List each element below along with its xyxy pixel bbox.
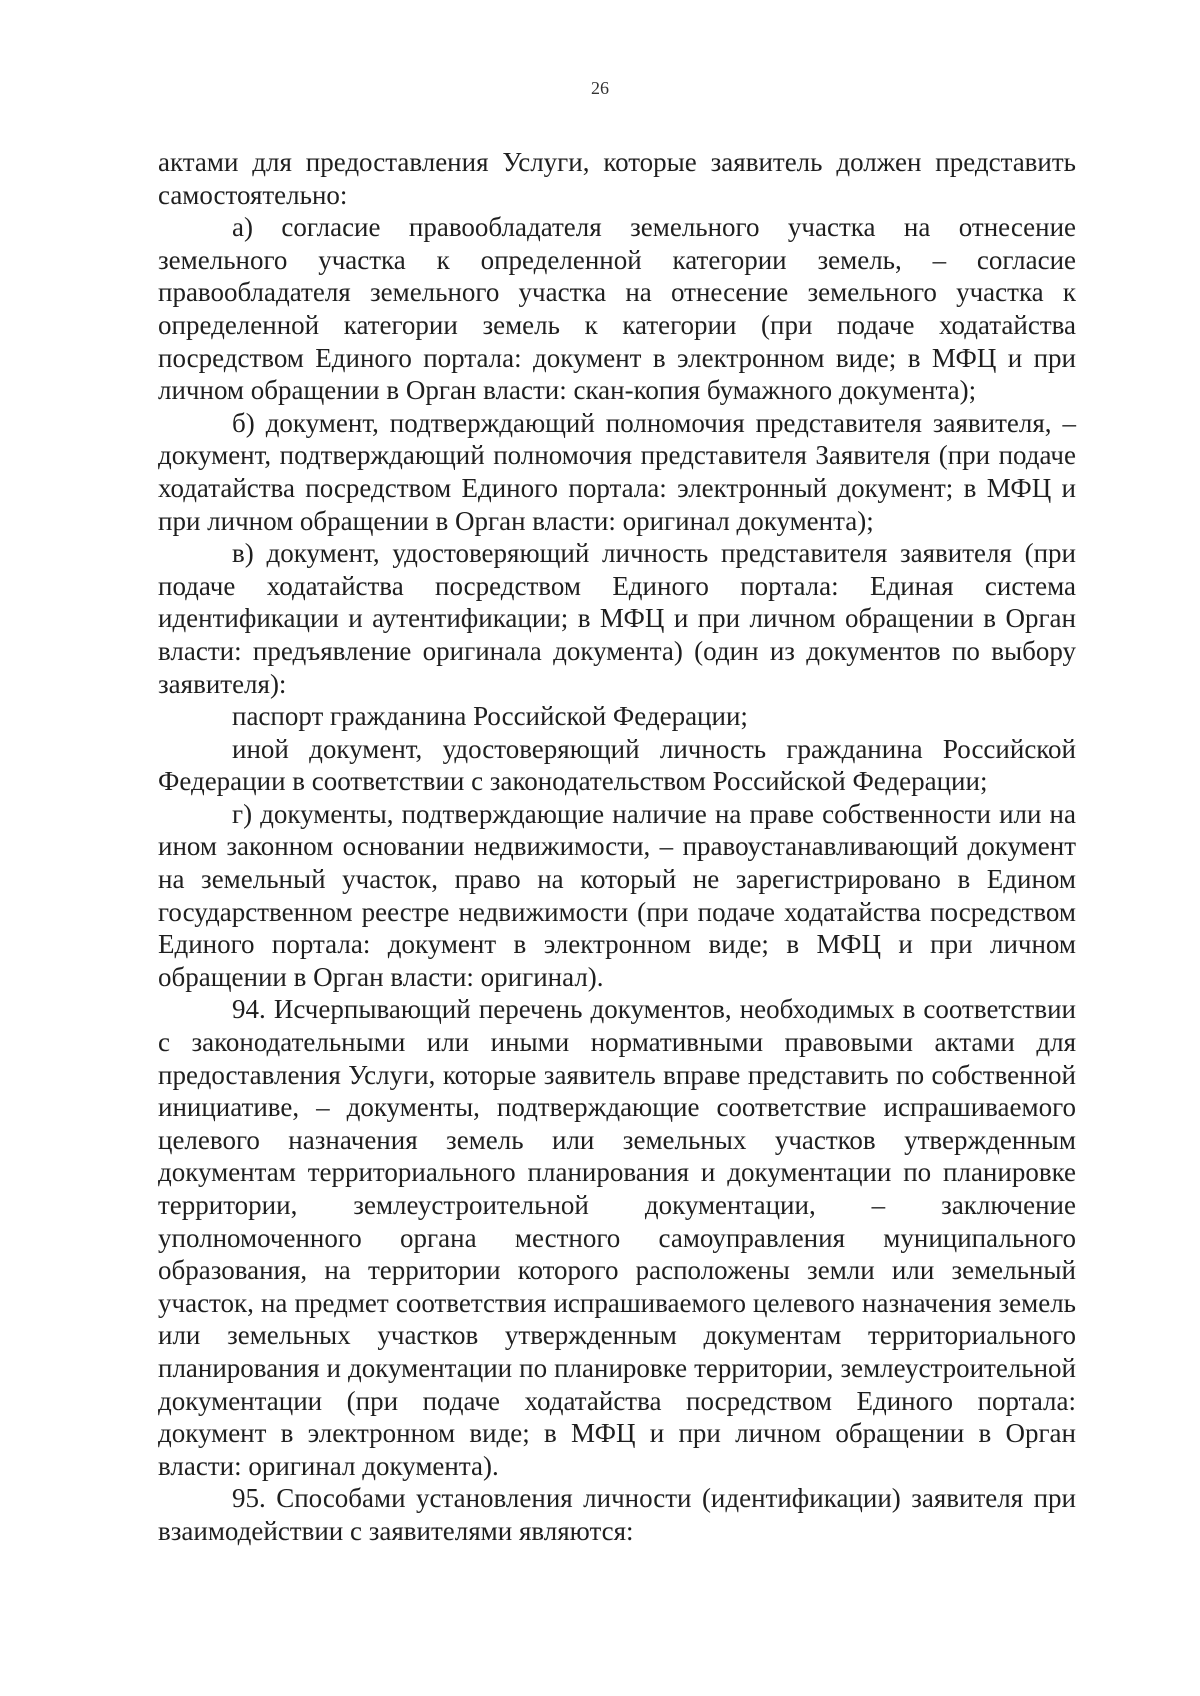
page-number: 26 (591, 78, 609, 98)
paragraph-section-95: 95. Способами установления личности (идентификации) заявителя при взаимодействии с заявителями являются: (158, 1483, 1076, 1546)
paragraph-passport: паспорт гражданина Российской Федерации; (232, 701, 748, 732)
paragraph-item-a: а) согласие правообладателя земельного участка на отнесение земельного участка к определенной категории земель, – согласие правообладателя земельного участка на отнесение земельного участка к определенной категории земель к категории (при подаче ходатайства посредством Единого портала: документ в электронном виде; в МФЦ и при личном обращении в Орган власти: скан-копия бумажного документа); (158, 212, 1076, 406)
paragraph-item-b: б) документ, подтверждающий полномочия представителя заявителя, – документ, подтверждающий полномочия представителя Заявителя (при подаче ходатайства посредством Единого портала: электронный документ; в МФЦ и при личном обращении в Орган власти: оригинал документа); (158, 407, 1076, 536)
paragraph-other-id-document: иной документ, удостоверяющий личность гражданина Российской Федерации в соответствии с законодательством Российской Федерации; (158, 733, 1076, 797)
paragraph-section-94: 94. Исчерпывающий перечень документов, необходимых в соответствии с законодательными или иными нормативными правовыми актами для предоставления Услуги, которые заявитель вправе представить по собственной инициативе, – документы, подтверждающие соответствие испрашиваемого целевого назначения земель или земельных участков утвержденным документам территориального планирования и документации по планировке территории, землеустроительной документации, – заключение уполномоченного органа местного самоуправления муниципального образования, на территории которого расположены земли или земельный участок, на предмет соответствия испрашиваемого целевого назначения земель или земельных участков утвержденным документам территориального планирования и документации по планировке территории, землеустроительной документации (при подаче ходатайства посредством Единого портала: документ в электронном виде; в МФЦ и при личном обращении в Орган власти: оригинал документа). (158, 994, 1076, 1481)
document-body (158, 146, 1076, 1548)
paragraph-continuation: актами для предоставления Услуги, которые заявитель должен представить самостоятельно: (158, 147, 1076, 210)
paragraph-item-v: в) документ, удостоверяющий личность представителя заявителя (при подаче ходатайства посредством Единого портала: Единая система идентификации и аутентификации; в МФЦ и при личном обращении в Орган власти: предъявление оригинала документа) (один из документов по выбору заявителя): (158, 538, 1076, 699)
paragraph-item-g: г) документы, подтверждающие наличие на праве собственности или на ином законном основании недвижимости, – правоустанавливающий документ на земельный участок, право на который не зарегистрировано в Едином государственном реестре недвижимости (при подаче ходатайства посредством Единого портала: документ в электронном виде; в МФЦ и при личном обращении в Орган власти: оригинал). (158, 798, 1076, 992)
